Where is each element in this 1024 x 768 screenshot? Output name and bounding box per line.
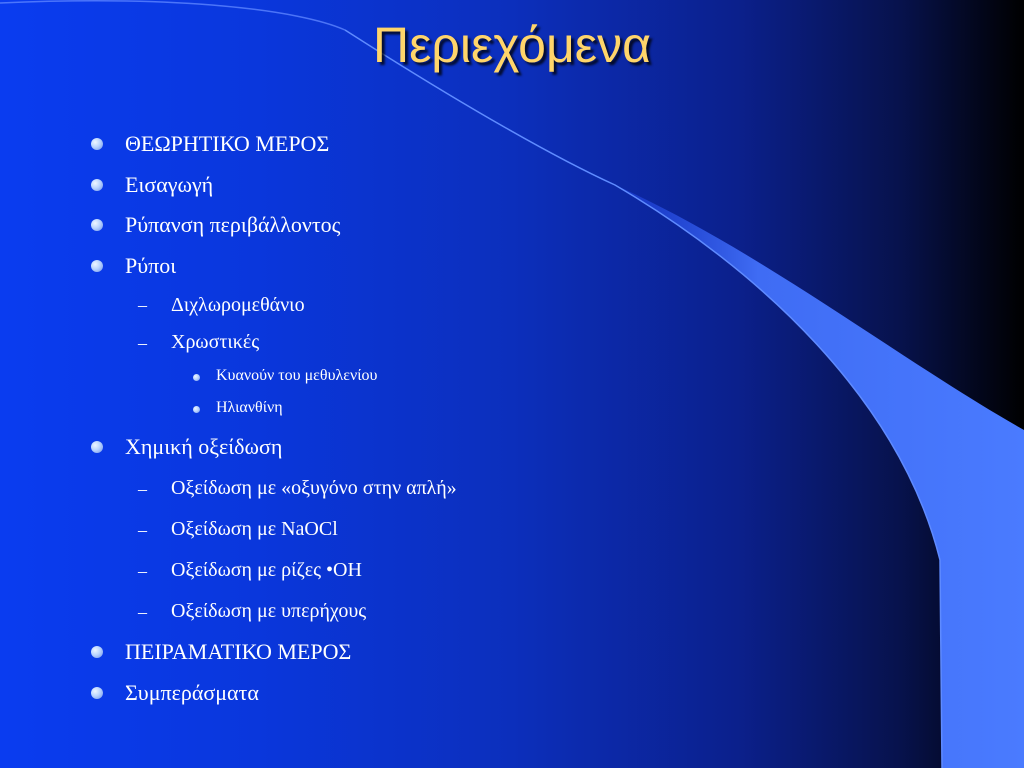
bullet-icon: [91, 441, 103, 453]
outline-subitem: Οξείδωση με NaOCl: [171, 518, 338, 540]
bullet-icon: [91, 687, 103, 699]
bullet-icon: [91, 179, 103, 191]
bullet-icon: [91, 138, 103, 150]
dash-marker: –: [138, 520, 147, 540]
dash-marker: –: [138, 602, 147, 622]
dash-marker: –: [138, 561, 147, 581]
outline-item: ΘΕΩΡΗΤΙΚΟ ΜΕΡΟΣ: [125, 131, 330, 156]
outline-item: Εισαγωγή: [125, 172, 214, 197]
outline-item: Ρύποι: [125, 253, 177, 278]
slide-title: Περιεχόμενα: [373, 17, 651, 73]
outline-subitem: Οξείδωση με υπερήχους: [171, 600, 367, 622]
outline-item: Συμπεράσματα: [125, 680, 259, 705]
outline-item: Ρύπανση περιβάλλοντος: [125, 212, 341, 237]
bullet-icon: [91, 260, 103, 272]
outline-subsubitem: Κυανούν του μεθυλενίου: [216, 367, 378, 384]
outline-subitem: Διχλωρομεθάνιο: [171, 294, 305, 316]
dash-marker: –: [138, 479, 147, 499]
outline-subitem: Οξείδωση με «οξυγόνο στην απλή»: [171, 477, 457, 499]
outline-subitem: Χρωστικές: [171, 331, 260, 353]
outline-item: Χημική οξείδωση: [125, 434, 283, 459]
bullet-icon: [91, 646, 103, 658]
outline-item: ΠΕΙΡΑΜΑΤΙΚΟ ΜΕΡΟΣ: [125, 639, 352, 664]
bullet-icon: [193, 374, 200, 381]
outline-subsubitem: Ηλιανθίνη: [216, 399, 283, 416]
dash-marker: –: [138, 295, 147, 315]
outline-subitem: Οξείδωση με ρίζες •OH: [171, 559, 362, 581]
bullet-icon: [193, 406, 200, 413]
bullet-icon: [91, 219, 103, 231]
dash-marker: –: [138, 333, 147, 353]
